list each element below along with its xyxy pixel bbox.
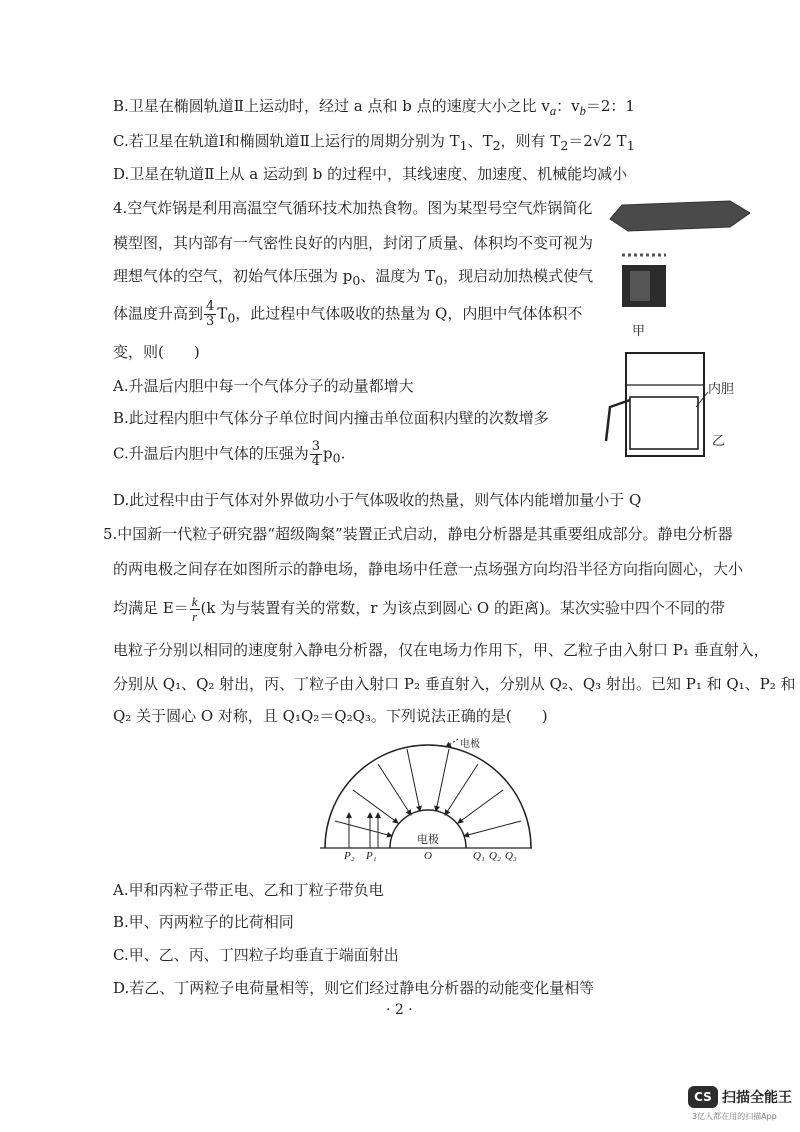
electrode-label-inner: 电极 <box>417 833 439 846</box>
camscanner-logo-icon: CS <box>688 1086 718 1108</box>
q4-option-c: C.升温后内胆中气体的压强为 $\frac{3}{4}$ $p_0$. <box>113 439 346 469</box>
label-o: O <box>424 850 432 862</box>
inner-liner <box>630 397 698 449</box>
fraction-4-3: $\frac{4}{3}$ <box>206 299 215 329</box>
q5-option-a: A.甲和丙粒子带正电、乙和丁粒子带负电 <box>113 881 384 899</box>
air-fryer-body <box>626 353 704 456</box>
air-fryer-top-image <box>610 201 750 231</box>
q4-stem-line5: 变，则( ) <box>113 343 200 361</box>
electrode-label-outer: 电极 <box>460 739 480 750</box>
q4-stem-line1: 4.空气炸锅是利用高温空气循环技术加热食物。图为某型号空气炸锅简化 <box>113 199 593 217</box>
q5-option-b: B.甲、丙两粒子的比荷相同 <box>113 913 294 931</box>
q3-option-d: D.卫星在轨道Ⅱ上从 a 运动到 b 的过程中，其线速度、加速度、机械能均减小 <box>113 165 628 183</box>
label-q3: Q₃ <box>505 850 517 862</box>
q5-option-c: C.甲、乙、丙、丁四粒子均垂直于端面射出 <box>113 946 399 964</box>
fraction-3-4: $\frac{3}{4}$ <box>311 439 320 469</box>
q4-option-a: A.升温后内胆中每一个气体分子的动量都增大 <box>113 377 414 395</box>
camscanner-app-name: 扫描全能王 <box>722 1090 792 1106</box>
label-p2: P₂ <box>344 850 355 862</box>
field-lines <box>335 749 521 836</box>
fraction-k-over-r: $\frac{k}{r}$ <box>191 593 198 624</box>
q4-stem-line3: 理想气体的空气，初始气体压强为 $p_0$、温度为 $T_0$，现启动加热模式使气 <box>113 267 594 288</box>
q4-option-d: D.此过程中由于气体对外界做功小于气体吸收的热量，则气体内能增加量小于 Q <box>113 491 642 509</box>
label-p1: P₁ <box>366 850 377 862</box>
figure-label-jia: 甲 <box>632 324 646 339</box>
q5-stem-line4: 电粒子分别以相同的速度射入静电分析器，仅在电场力作用下，甲、乙粒子由入射口 P₁ 垂直射入， <box>113 641 769 659</box>
q4-option-b: B.此过程内胆中气体分子单位时间内撞击单位面积内壁的次数增多 <box>113 409 549 427</box>
camscanner-slogan: 3亿人都在用的扫描App <box>692 1112 777 1121</box>
q3-option-b: B.卫星在椭圆轨道Ⅱ上运动时，经过 a 点和 b 点的速度大小之比 $v_a$：$v_b=2$：1 <box>113 97 635 118</box>
q4-stem-line2: 模型图，其内部有一气密性良好的内胆，封闭了质量、体积均不变可视为 <box>113 234 594 252</box>
figure-label-yi: 乙 <box>712 434 726 449</box>
q5-option-d: D.若乙、丁两粒子电荷量相等，则它们经过静电分析器的动能变化量相等 <box>113 979 595 997</box>
q5-stem-line3: 均满足 E＝ $\frac{k}{r}$ (k 为与装置有关的常数，r 为该点到圆心 O 的距离)。某次实验中四个不同的带 <box>113 593 725 624</box>
q4-stem-line4: 体温度升高到 $\frac{4}{3}$ $T_0$，此过程中气体吸收的热量为 Q，内胆中气体体积不 <box>113 299 583 329</box>
q5-stem-line5: 分别从 Q₁、Q₂ 射出，丙、丁粒子由入射口 P₂ 垂直射入，分别从 Q₂、Q₃ 射出。已知 P₁ 和 Q₁、P₂ 和 <box>113 675 796 693</box>
label-q1: Q₁ <box>473 850 485 862</box>
label-q2: Q₂ <box>489 850 501 862</box>
air-fryer-figure <box>600 185 750 475</box>
electrode-pointer <box>446 739 458 747</box>
q5-stem-line1: 5.中国新一代粒子研究器“超级陶粲”装置正式启动，静电分析器是其重要组成部分。静电分析器 <box>103 525 733 543</box>
q5-stem-line6: Q₂ 关于圆心 O 对称，且 Q₁Q₂＝Q₂Q₃。下列说法正确的是( ) <box>113 707 548 725</box>
q5-stem-line2: 的两电极之间存在如图所示的静电场，静电场中任意一点场强方向均沿半径方向指向圆心，大小 <box>113 560 744 578</box>
page-number: · 2 · <box>386 1002 413 1018</box>
figure-label-inner-liner: 内胆 <box>708 382 735 397</box>
q3-option-c: C.若卫星在轨道Ⅰ和椭圆轨道Ⅱ上运行的周期分别为 $T_1$、$T_2$，则有 $T_2=2√2$ $T_1$ <box>113 132 635 153</box>
